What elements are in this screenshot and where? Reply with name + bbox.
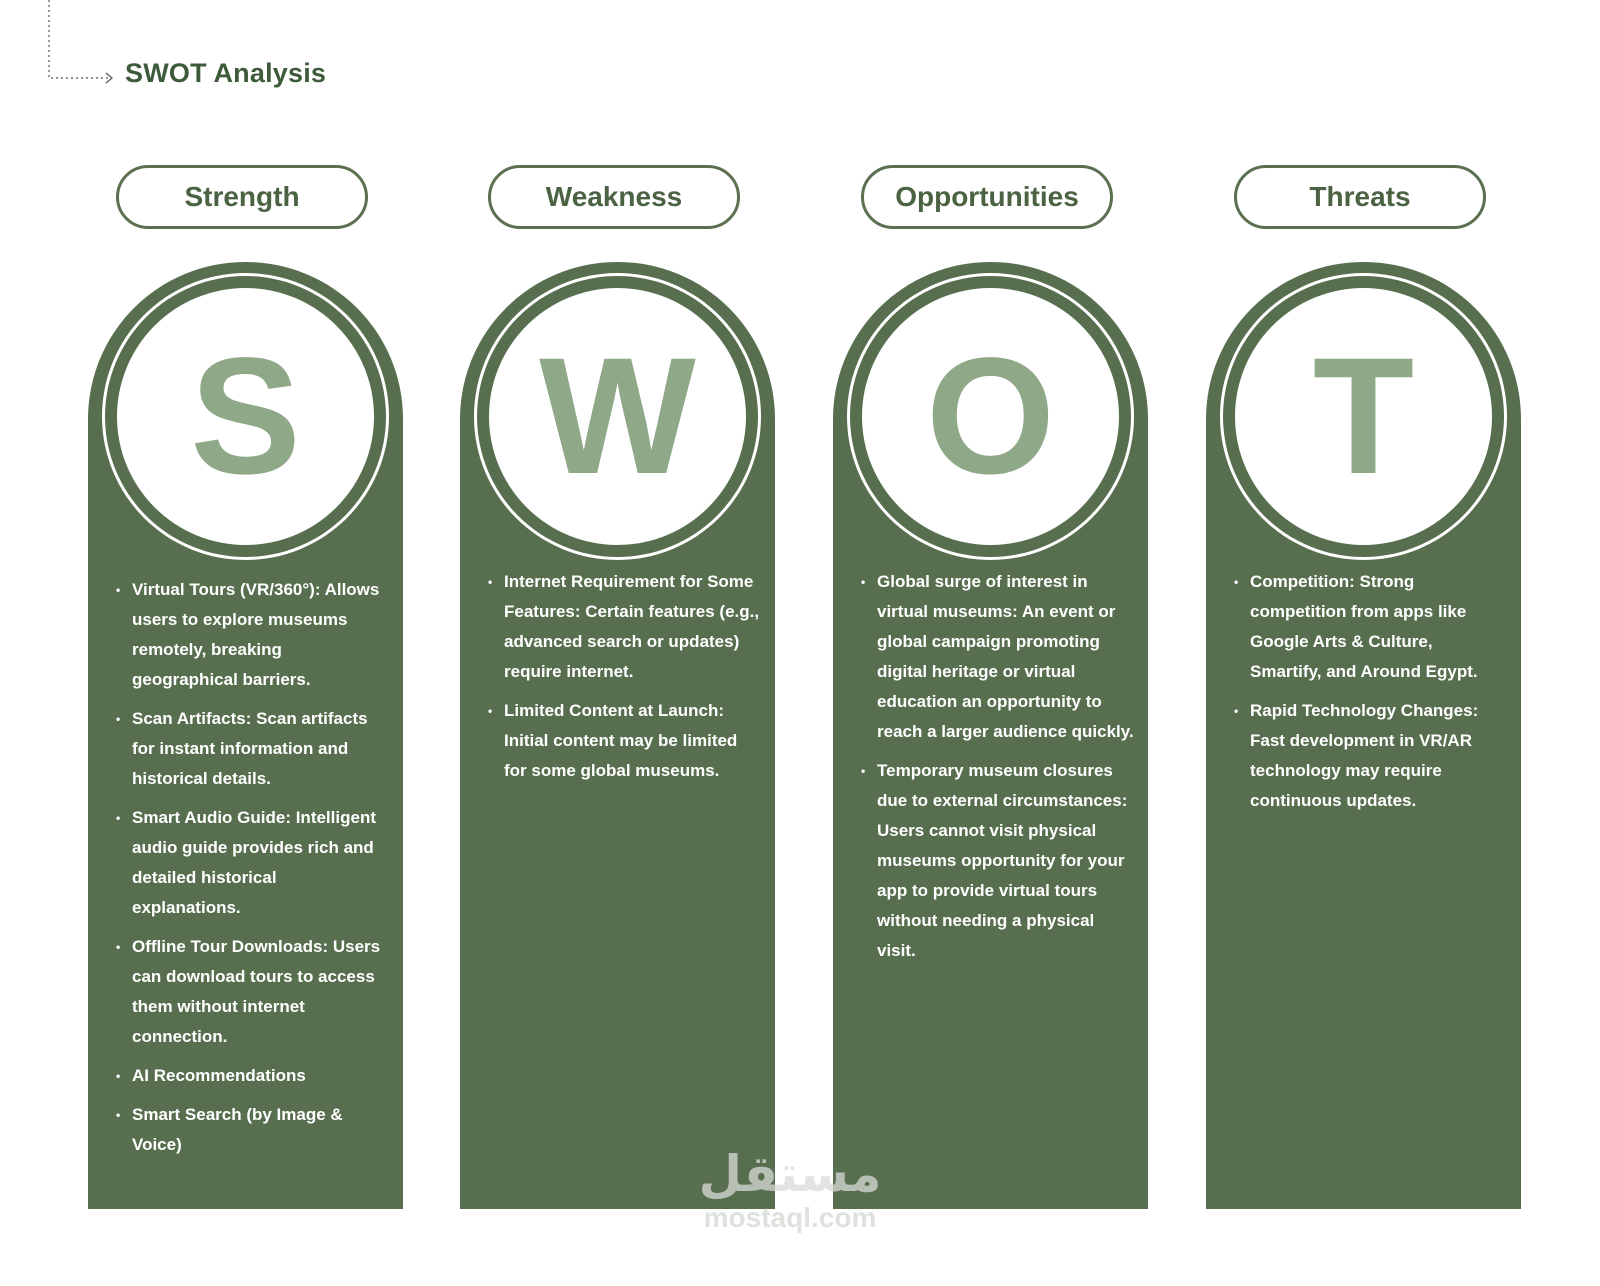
- weakness-letter: W: [539, 323, 696, 509]
- strength-panel: [88, 262, 403, 1209]
- weakness-letter-ring: [474, 273, 761, 560]
- threats-letter: T: [1312, 323, 1415, 509]
- connector-arrow: [0, 0, 130, 100]
- list-item: • Offline Tour Downloads: Users can download tours to access them without internet connection.: [116, 932, 389, 1052]
- opportunities-letter-ring: [847, 273, 1134, 560]
- list-item: • Rapid Technology Changes: Fast development in VR/AR technology may require continuous updates.: [1234, 696, 1507, 816]
- list-item: • Scan Artifacts: Scan artifacts for instant information and historical details.: [116, 704, 389, 794]
- list-item: • Limited Content at Launch: Initial content may be limited for some global museums.: [488, 696, 761, 786]
- weakness-label: Weakness: [488, 165, 740, 229]
- list-item: • Smart Audio Guide: Intelligent audio guide provides rich and detailed historical explanations.: [116, 803, 389, 923]
- weakness-panel: [460, 262, 775, 1209]
- opportunities-panel: [833, 262, 1148, 1209]
- watermark-text: mostaql.com: [703, 1202, 877, 1233]
- opportunities-label: Opportunities: [861, 165, 1113, 229]
- watermark-logo: مستقل: [698, 1146, 882, 1202]
- list-item: • Temporary museum closures due to external circumstances: Users cannot visit physical museums opportunity for your app to provide virtual tours without needing a physical visit.: [861, 756, 1134, 966]
- strength-letter-ring: [102, 273, 389, 560]
- list-item: • Competition: Strong competition from apps like Google Arts & Culture, Smartify, and Around Egypt.: [1234, 567, 1507, 687]
- strength-list: [116, 575, 389, 1169]
- page-title: SWOT Analysis: [125, 58, 327, 88]
- threats-list: [1234, 567, 1507, 825]
- opportunities-letter: O: [925, 323, 1056, 509]
- list-item: • Smart Search (by Image & Voice): [116, 1100, 389, 1160]
- watermark: [690, 1145, 890, 1233]
- threats-letter-ring: [1220, 273, 1507, 560]
- list-item: • AI Recommendations: [116, 1061, 389, 1091]
- weakness-list: [488, 567, 761, 795]
- threats-panel: [1206, 262, 1521, 1209]
- threats-label: Threats: [1234, 165, 1486, 229]
- opportunities-list: [861, 567, 1134, 975]
- list-item: • Global surge of interest in virtual museums: An event or global campaign promoting digital heritage or virtual education an opportunity to reach a larger audience quickly.: [861, 567, 1134, 747]
- strength-letter: S: [190, 323, 301, 509]
- list-item: • Internet Requirement for Some Features: Certain features (e.g., advanced search or updates) require internet.: [488, 567, 761, 687]
- list-item: • Virtual Tours (VR/360°): Allows users to explore museums remotely, breaking geographical barriers.: [116, 575, 389, 695]
- strength-label: Strength: [116, 165, 368, 229]
